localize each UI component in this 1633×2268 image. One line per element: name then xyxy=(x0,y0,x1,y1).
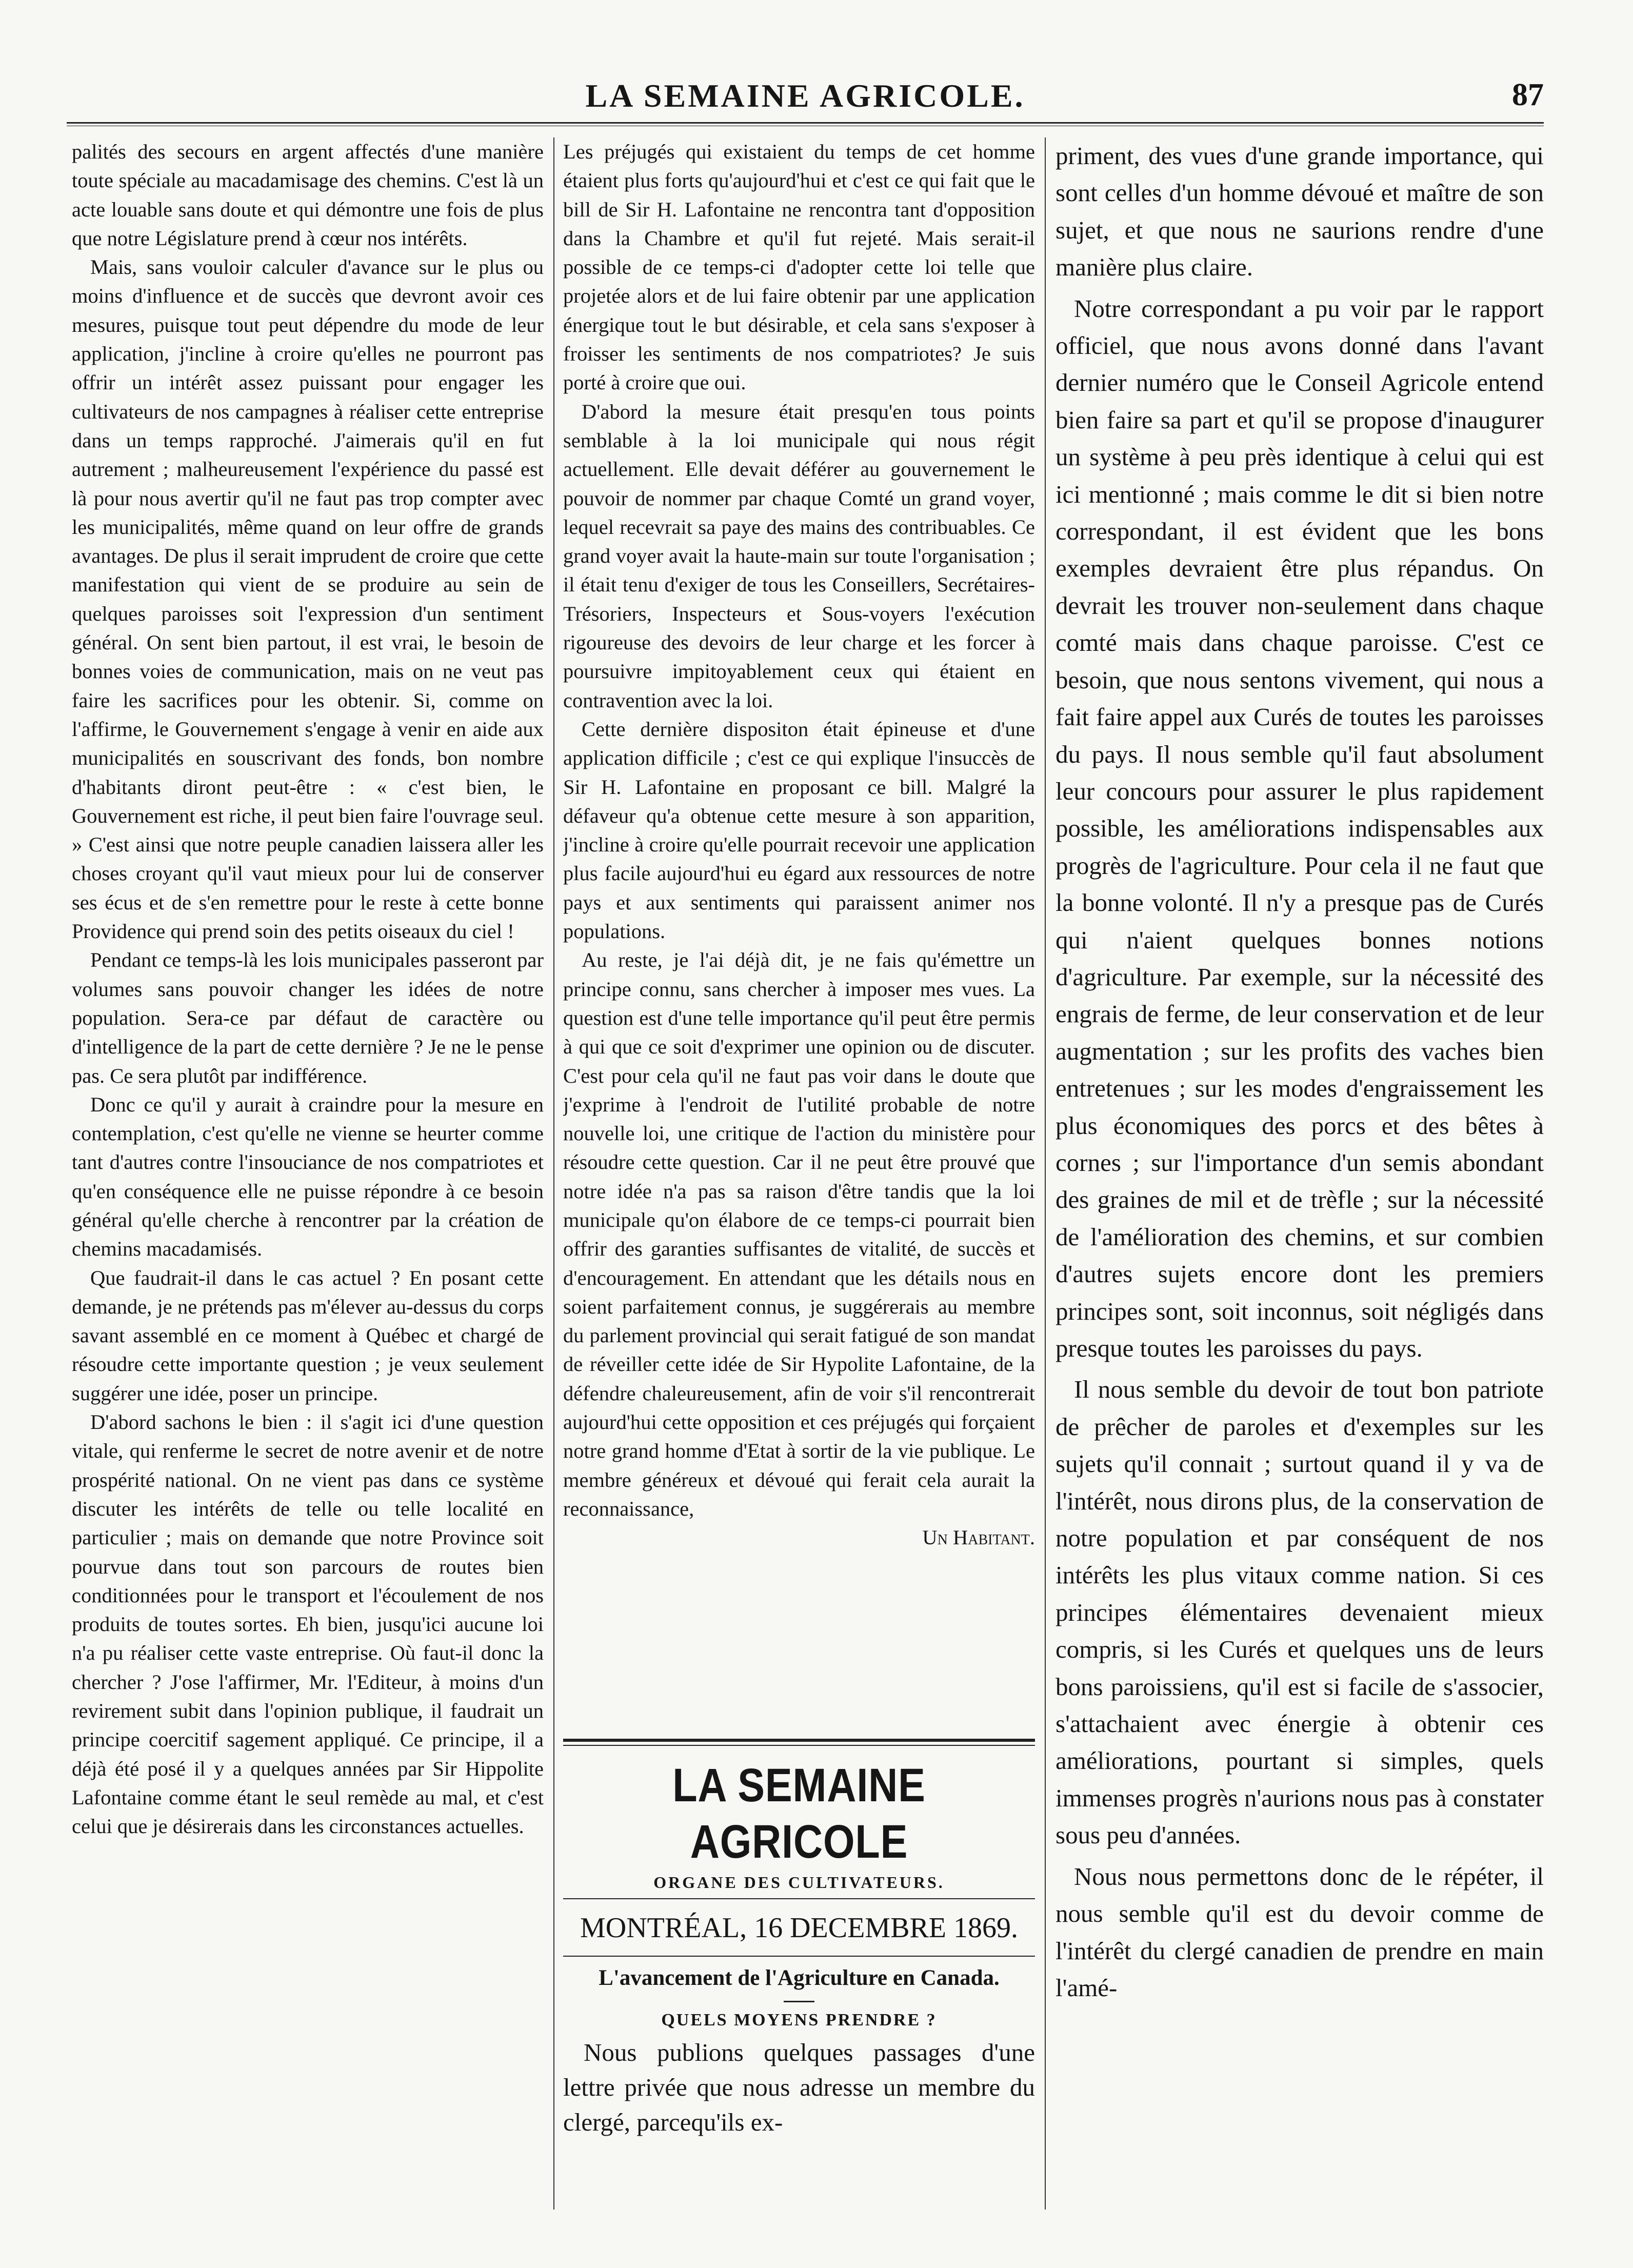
paragraph: D'abord sachons le bien : il s'agit ici d'une question vitale, qui renferme le secret de notre avenir et de notre prospérité national. On ne vient pas dans ce système discuter les intérêts de telle ou telle localité en particulier ; mais on demande que notre Province soit pourvue dans tout son parcours de routes bien conditionnées pour le transport et l'écoulement de nos produits de toutes sortes. Eh bien, jusqu'ici aucune loi n'a pu réaliser cette vaste entreprise. Où faut-il donc la chercher ? J'ose l'affirmer, Mr. l'Editeur, à moins d'un revirement subit dans l'opinion publique, il faudrait un principe coercitif sagement appliqué. Ce principe, il a déjà été posé il y a quelques années par Sir Hippolite Lafontaine comme étant le seul remède au mal, et c'est celui que je désirerais dans les circonstances actuelles. xyxy=(72,1410,544,1838)
dateline: MONTRÉAL, 16 DECEMBRE 1869. xyxy=(580,1912,1018,1944)
divider xyxy=(563,1956,1035,1957)
header-rule xyxy=(67,122,1544,126)
paragraph: Notre correspondant a pu voir par le rapport officiel, que nous avons donné dans l'avant dernier numéro que le Conseil Agricole entend bien faire sa part et qu'il se propose d'inaugurer un système à peu près identique à celui qui est ici mentionné ; mais comme le dit si bien notre correspondant, il est évident que les bons exemples devraient être plus répandus. On devrait les trouver non-seulement dans chaque comté mais dans chaque paroisse. C'est ce besoin, que nous sentons vivement, qui nous a fait faire appel aux Curés de toutes les paroisses du pays. Il nous semble qu'il faut absolument leur concours pour assurer le plus rapidement possible, les améliorations indispensables aux progrès de l'agriculture. Pour cela il ne faut que la bonne volonté. Il n'y a presque pas de Curés qui n'aient quelques bonnes notions d'agriculture. Par exemple, sur la nécessité des engrais de ferme, de leur conservation et de leur augmentation ; sur les profits des vaches bien entretenues ; sur les modes d'engraissement les plus économiques des porcs et des bêtes à cornes ; sur l'importance d'un semis abondant des graines de mil et de trèfle ; sur la nécessité de l'amélioration des chemins, et sur combien d'autres sujets encore dont les premiers principes sont, soit inconnus, soit négligés dans presque toutes les paroisses du pays. xyxy=(1056,294,1544,1362)
paragraph: palités des secours en argent affectés d'une manière toute spéciale au macadamisage des chemins. C'est là un acte louable sans doute et qui démontre une fois de plus que notre Législature prend à cœur nos intérêts. xyxy=(72,140,544,250)
page-number: 87 xyxy=(1512,77,1544,112)
masthead-subtitle: ORGANE DES CULTIVATEURS. xyxy=(653,1873,945,1892)
page-header xyxy=(67,77,1544,118)
masthead-rule xyxy=(563,1739,1035,1746)
paragraph: Les préjugés qui existaient du temps de cet homme étaient plus forts qu'aujourd'hui et c'est ce qui fait que le bill de Sir H. Lafontaine ne rencontra tant d'opposition dans la Chambre et qu'il fut rejeté. Mais serait-il possible de ce temps-ci d'adopter cette loi telle que projetée alors et de lui faire obtenir par une application énergique tout le but désirable, et cela sans s'exposer à froisser les sentiments de nos compatriotes? Je suis porté à croire que oui. xyxy=(563,140,1035,394)
paragraph: Donc ce qu'il y aurait à craindre pour la mesure en contemplation, c'est qu'elle ne vienne se heurter comme tant d'autres contre l'insouciance de nos compatriotes et qu'en conséquence elle ne puisse répondre à ce besoin général qu'elle cherche à rencontrer par la création de chemins macadamisés. xyxy=(72,1092,544,1261)
paragraph: Nous nous permettons donc de le répéter, il nous semble qu'il est du devoir comme de l'intérêt du clergé canadien de prendre en main l'amé- xyxy=(1056,1862,1544,2002)
column-divider xyxy=(1045,137,1046,2210)
paragraph: Pendant ce temps-là les lois municipales passeront par volumes sans pouvoir changer les idées de notre population. Sera-ce par défaut de caractère ou d'intelligence de la part de cette dernière ? Je ne le pense pas. Ce sera plutôt par indifférence. xyxy=(72,948,544,1087)
paragraph: Au reste, je l'ai déjà dit, je ne fais qu'émettre un principe connu, sans chercher à imposer mes vues. La question est d'une telle importance qu'il peut être permis à qui que ce soit d'exprimer une opinion ou de discuter. C'est pour cela qu'il ne faut pas voir dans le doute que j'exprime à l'endroit de l'utilité probable de notre nouvelle loi, une critique de l'action du ministère pour résoudre cette question. Car il ne peut être prouvé que notre idée n'a pas sa raison d'être tandis que la loi municipale qu'on élabore de ce temps-ci pourrait bien offrir des garanties suffisantes de vitalité, de succès et d'encouragement. En attendant que les détails nous en soient parfaitement connus, je suggérerais au membre du parlement provincial qui serait fatigué de son mandat de réveiller cette idée de Sir Hypolite Lafontaine, de la défendre chaleureusement, afin de voir s'il rencontrerait aujourd'hui cette opposition et ces préjugés qui forçaient notre grand homme d'Etat à sortir de la vie publique. Le membre généreux et dévoué qui ferait cela aurait la reconnaissance, xyxy=(563,948,1035,1520)
column-3 xyxy=(1056,137,1544,2210)
signature: Un Habitant. xyxy=(922,1526,1035,1549)
letter-continuation xyxy=(563,137,1035,1697)
article-lead: Nous publions quelques passages d'une lettre privée que nous adresse un membre du clergé, parcequ'ils ex- xyxy=(563,2038,1035,2136)
column-divider xyxy=(553,137,554,2210)
paragraph: Il nous semble du devoir de tout bon patriote de prêcher de paroles et d'exemples sur les sujets qu'il connait ; surtout quand il y va de l'intérêt, nous dirons plus, de la conservation de notre population et par conséquent de nos intérêts les plus vitaux comme nation. Si ces principes élémentaires devenaient mieux compris, si les Curés et quelques uns de leurs bons paroissiens, qu'il est si facile de s'associer, s'attachaient avec énergie à obtenir ces améliorations, pourtant si simples, quels immenses progrès n'aurions nous pas à constater sous peu d'années. xyxy=(1056,1375,1544,1849)
paragraph: Cette dernière dispositon était épineuse et d'une application difficile ; c'est ce qui explique l'insuccès de Sir H. Lafontaine en proposant ce bill. Malgré la défaveur qu'a obtenue cette mesure à son apparition, j'incline à croire qu'elle pourrait recevoir une application plus facile aujourd'hui eu égard aux ressources de notre pays et aux sentiments qui paraissent animer nos populations. xyxy=(563,717,1035,943)
running-title: LA SEMAINE AGRICOLE. xyxy=(585,77,1025,114)
article-title: L'avancement de l'Agriculture en Canada. xyxy=(599,1966,1000,1990)
paragraph: Mais, sans vouloir calculer d'avance sur le plus ou moins d'influence et de succès que devront avoir ces mesures, puisque tout peut dépendre du mode de leur application, j'incline à croire qu'elles ne pourront pas offrir un intérêt assez puissant pour engager les cultivateurs de nos campagnes à réaliser cette entreprise dans un temps rapproché. J'aimerais qu'il en fut autrement ; malheureusement l'expérience du passé est là pour nous avertir qu'il ne faut pas trop compter avec les municipalités, même quand on leur offre de grands avantages. De plus il serait imprudent de croire que cette manifestation qui vient de se produire au sein de quelques paroisses soit l'expression d'un sentiment général. On sent bien partout, il est vrai, le besoin de bonnes voies de communication, mais on ne veut pas faire les sacrifices pour les obtenir. Si, comme on l'affirme, le Gouvernement s'engage à venir en aide aux municipalités en souscrivant des fonds, bon nombre d'habitants diront peut-être : « c'est bien, le Gouvernement est riche, il peut bien faire l'ouvrage seul. » C'est ainsi que notre peuple canadien laissera aller les choses croyant qu'il vaut mieux pour lui de conserver ses écus et de s'en remettre pour le reste à cette bonne Providence qui prend soin des petits oiseaux du ciel ! xyxy=(72,255,544,943)
column-1 xyxy=(72,137,544,2210)
paragraph: D'abord la mesure était presqu'en tous points semblable à la loi municipale qui nous régit actuellement. Elle devait déférer au gouvernement le pouvoir de nommer par chaque Comté un grand voyer, lequel recevrait sa paye des mains des contribuables. Ce grand voyer avait la haute-main sur toute l'organisation ; il était tenu d'exiger de tous les Conseillers, Secrétaires-Trésoriers, Inspecteurs et Sous-voyers l'exécution rigoureuse des devoirs de leur charge et les forcer à poursuivre impitoyablement ceux qui étaient en contravention avec la loi. xyxy=(563,400,1035,712)
short-dash xyxy=(784,2001,814,2002)
divider xyxy=(563,1898,1035,1899)
masthead xyxy=(563,1739,1035,2140)
paragraph: priment, des vues d'une grande importance, qui sont celles d'un homme dévoué et maître de son sujet, et que nous ne saurions rendre d'une manière plus claire. xyxy=(1056,142,1544,282)
masthead-title: LA SEMAINE AGRICOLE xyxy=(672,1759,926,1868)
paragraph: Que faudrait-il dans le cas actuel ? En posant cette demande, je ne prétends pas m'élever au-dessus du corps savant assemblé en ce moment à Québec et chargé de résoudre cette importante question ; je veux seulement suggérer une idée, poser un principe. xyxy=(72,1266,544,1405)
article-subtitle: QUELS MOYENS PRENDRE ? xyxy=(661,2011,937,2030)
